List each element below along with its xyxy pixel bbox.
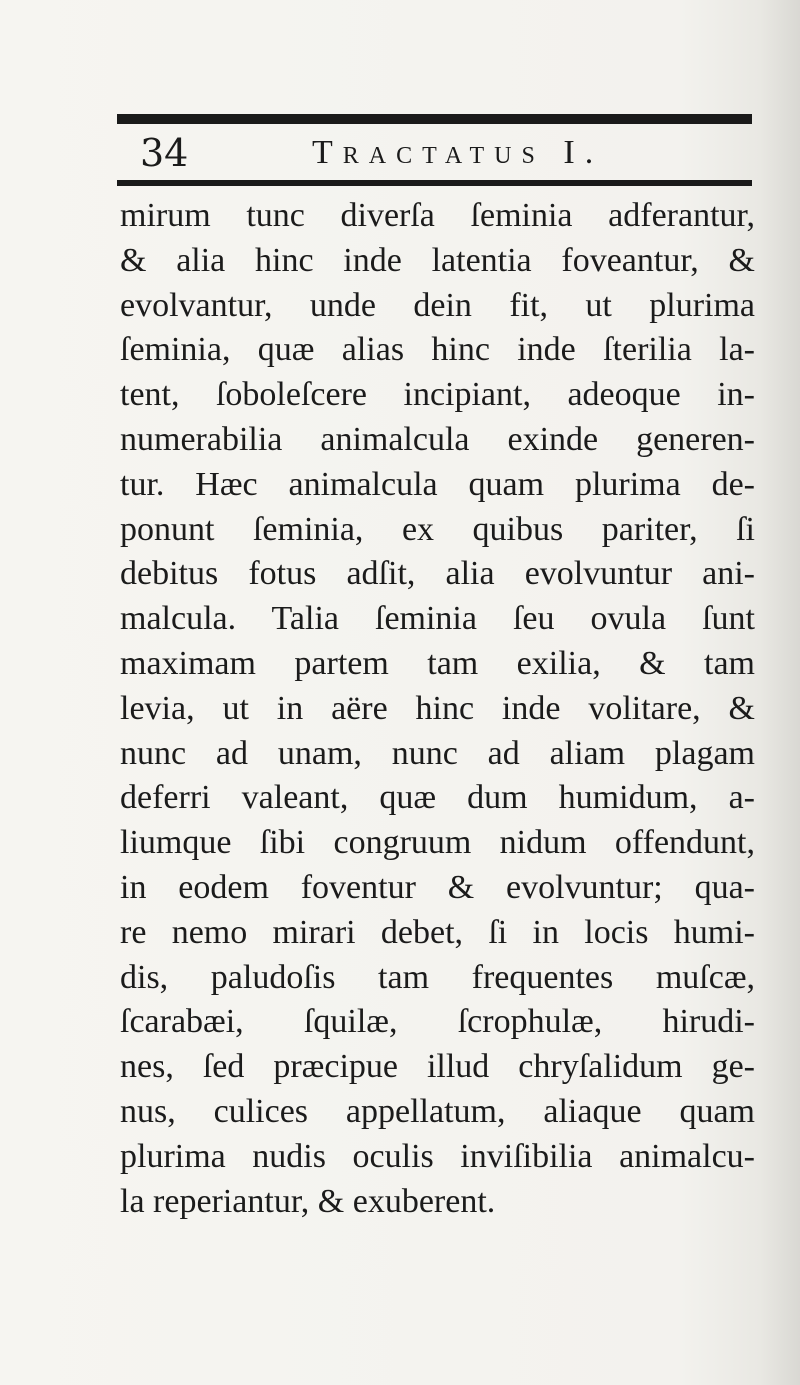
page-number: 34 [140, 131, 189, 175]
text-line: mirum tunc diverſa ſeminia adferantur, [120, 197, 755, 234]
text-line: nes, ſed præcipue illud chryſalidum ge- [120, 1048, 755, 1086]
text-line: deferri valeant, quæ dum humidum, a- [120, 779, 755, 817]
text-line: levia, ut in aëre hinc inde volitare, & [120, 689, 755, 727]
text-line: maximam partem tam exilia, & tam [120, 644, 755, 682]
text-line: nunc ad unam, nunc ad aliam plagam [120, 734, 755, 772]
text-line: & alia hinc inde latentia foveantur, & [120, 241, 755, 279]
text-line: tent, ſoboleſcere incipiant, adeoque in- [120, 376, 755, 414]
text-line: re nemo mirari debet, ſi in locis humi- [120, 913, 755, 951]
header-rule-bottom [117, 180, 752, 186]
text-line: in eodem foventur & evolvuntur; qua- [120, 868, 755, 906]
page-header [140, 130, 750, 176]
text-line: ſeminia, quæ alias hinc inde ſterilia la- [120, 331, 755, 369]
text-line: ponunt ſeminia, ex quibus pariter, ſi [120, 510, 755, 548]
text-line: tur. Hæc animalcula quam plurima de- [120, 465, 755, 503]
text-line: numerabilia animalcula exinde generen- [120, 420, 755, 458]
text-line: debitus fotus adſit, alia evolvuntur ani- [120, 555, 755, 593]
text-line: malcula. Talia ſeminia ſeu ovula ſunt [120, 600, 755, 638]
text-line: ſcarabæi, ſquilæ, ſcrophulæ, hirudi- [120, 1003, 755, 1041]
running-head: Tractatus I. [312, 134, 604, 171]
text-line: dis, paludoſis tam frequentes muſcæ, [120, 958, 755, 996]
text-line: nus, culices appellatum, aliaque quam [120, 1092, 755, 1130]
text-line: la reperiantur, & exuberent. [120, 1182, 496, 1220]
body-text [120, 194, 755, 1224]
text-line: liumque ſibi congruum nidum offendunt, [120, 824, 755, 862]
text-line: plurima nudis oculis inviſibilia animalcu- [120, 1137, 755, 1175]
header-rule-top [117, 114, 752, 124]
text-line: evolvantur, unde dein fit, ut plurima [120, 286, 755, 324]
